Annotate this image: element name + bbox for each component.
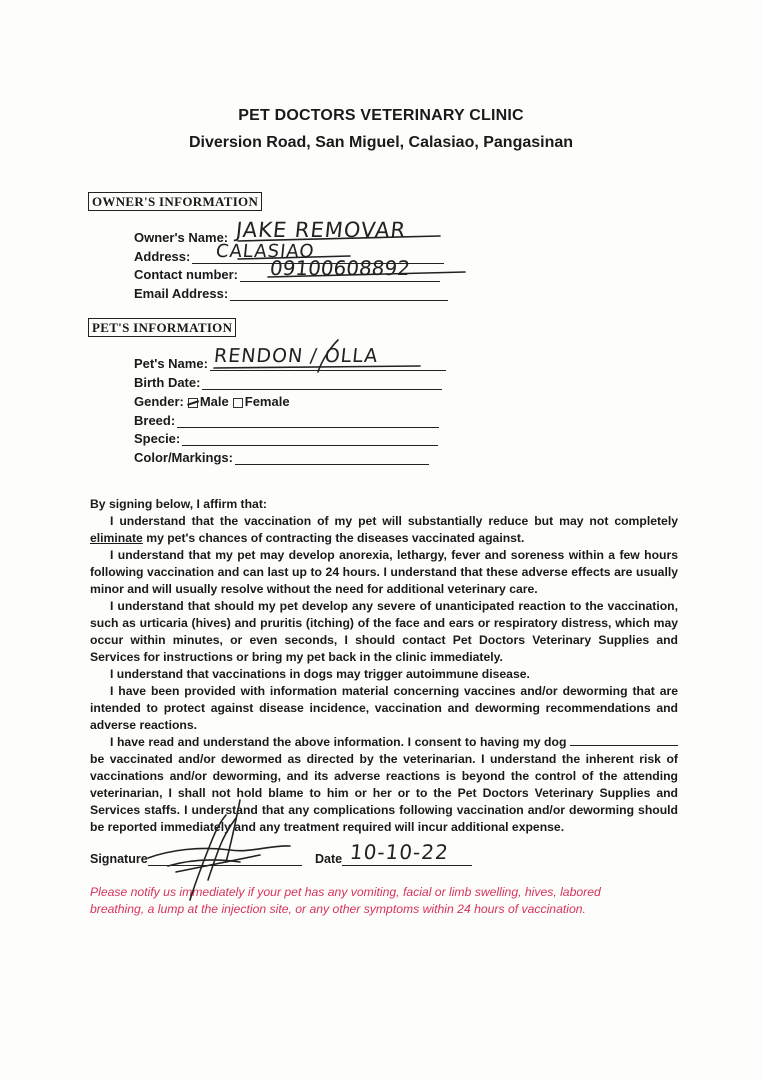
- pet-color-field: [134, 450, 429, 465]
- consent-paragraph-5: I have been provided with information material concerning vaccines and/or deworming that are intended to protect against disease incidence, vaccination and deworming recommendations and adverse reactions.: [90, 684, 678, 732]
- pet-name-value: RENDON / OLLA: [212, 345, 380, 367]
- consent-p1-b: my pet's chances of contracting the diseases vaccinated against.: [146, 531, 525, 545]
- owner-contact-value: 09100608892: [268, 256, 412, 280]
- pet-specie-field: [134, 431, 438, 446]
- consent-p1-eliminate: eliminate: [90, 531, 143, 545]
- owner-email-line: [230, 288, 448, 301]
- pet-color-label: Color/Markings:: [134, 450, 233, 465]
- consent-p6-b: be vaccinated and/or dewormed as directed by the veterinarian. I understand the inherent risk of vaccinations and/or deworming, and its adverse reactions is beyond the control of the attending veterinarian, I shall not hold blame to him or her or to the Pet Doctors Veterinary Supplies and Services staffs. I understand that any complications following vaccination and/or deworming should be reported immediately and any treatment required will incur additional expense.: [90, 752, 678, 834]
- consent-paragraph-1: [90, 513, 678, 547]
- owner-email-field: [134, 286, 448, 301]
- pet-birth-line: [202, 377, 442, 390]
- consent-paragraph-2: I understand that my pet may develop anorexia, lethargy, fever and soreness within a few hours following vaccination and can last up to 24 hours. I understand that these adverse effects are usually minor and will usually resolve without the need for additional veterinary care.: [90, 548, 678, 596]
- signature-line: [148, 853, 302, 866]
- owner-name-value: JAKE REMOVAR: [234, 218, 408, 242]
- pet-specie-label: Specie:: [134, 431, 181, 446]
- owner-address-label: Address:: [134, 249, 191, 264]
- female-checkbox[interactable]: [233, 398, 243, 408]
- warning-note: Please notify us immediately if your pet has any vomiting, facial or limb swelling, hives, labored breathing, a lump at the injection site, or any other symptoms within 24 hours of vaccination.: [90, 885, 601, 916]
- pet-breed-field: [134, 413, 439, 428]
- gender-male-option[interactable]: [184, 394, 229, 409]
- signature-field: [90, 852, 302, 866]
- clinic-name: PET DOCTORS VETERINARY CLINIC: [238, 107, 524, 124]
- owner-section-heading: OWNER'S INFORMATION: [88, 192, 262, 211]
- signature-label: Signature: [90, 852, 148, 866]
- consent-intro: By signing below, I affirm that:: [90, 497, 267, 511]
- pet-gender-field: [134, 394, 290, 409]
- gender-female-option[interactable]: [229, 394, 290, 409]
- pet-name-label: Pet's Name:: [134, 356, 208, 371]
- owner-address-value: CALASIAO: [214, 241, 316, 262]
- female-label: Female: [244, 394, 290, 409]
- pet-specie-line: [182, 433, 438, 446]
- consent-p1-a: I understand that the vaccination of my pet will substantially reduce but may not completely: [110, 514, 678, 528]
- pet-birth-label: Birth Date:: [134, 375, 201, 390]
- clinic-address: Diversion Road, San Miguel, Calasiao, Pangasinan: [188, 134, 574, 151]
- owner-contact-label: Contact number:: [134, 267, 238, 282]
- pet-section-heading: PET'S INFORMATION: [88, 318, 236, 337]
- male-checkbox[interactable]: [188, 398, 198, 408]
- consent-text: [90, 496, 678, 836]
- date-label: Date: [315, 852, 343, 866]
- male-label: Male: [199, 394, 229, 409]
- consent-paragraph-3: I understand that should my pet develop any severe of unanticipated reaction to the vaccination, such as urticaria (hives) and pruritis (itching) of the face and ears or respiratory distress, which may occur within minutes, or even seconds, I should contact Pet Doctors Veterinary Supplies and Services for instructions or bring my pet back in the clinic immediately.: [90, 599, 678, 664]
- dog-name-line: [570, 734, 678, 746]
- pet-color-line: [235, 452, 429, 465]
- pet-gender-label: Gender:: [134, 394, 184, 409]
- pet-breed-line: [177, 415, 439, 428]
- consent-p6-a: I have read and understand the above information. I consent to having my dog: [110, 735, 567, 749]
- consent-paragraph-4: I understand that vaccinations in dogs may trigger autoimmune disease.: [110, 667, 530, 681]
- pet-breed-label: Breed:: [134, 413, 176, 428]
- pet-birth-field: [134, 375, 442, 390]
- owner-name-field: [134, 230, 230, 245]
- owner-name-label: Owner's Name:: [134, 230, 229, 245]
- consent-paragraph-6: [90, 734, 678, 836]
- owner-email-label: Email Address:: [134, 286, 229, 301]
- date-value: 10-10-22: [348, 840, 451, 864]
